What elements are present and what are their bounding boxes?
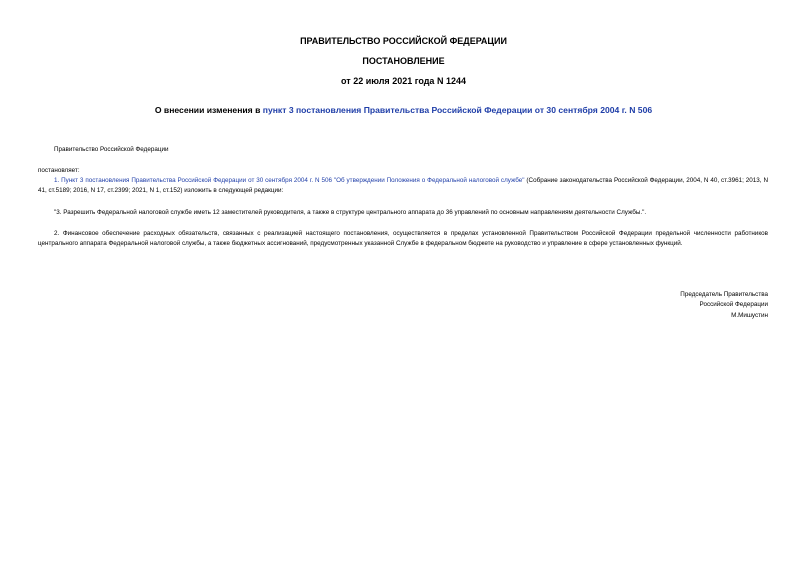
item-1-regulation-title-link[interactable]: "Об утверждении Положения о Федеральной налоговой службе" — [331, 177, 525, 184]
signature-position-line2: Российской Федерации — [699, 301, 768, 308]
signature-position-line1: Председатель Правительства — [680, 291, 768, 298]
item-1-text: (Собрание законодательства Российской Федерации, 2004, N 40, ст.3961; 2013, N 41, ст.5189; 2016, N 17, ст.2399; 2021, N 1, ст.152) изложить в следующей редакции: — [38, 177, 768, 194]
item-1-quoted-text: "3. Разрешить Федеральной налоговой службе иметь 12 заместителей руководителя, а также в структуре центрального аппарата до 36 управлений по основным направлениям деятельности Службы.". — [54, 209, 647, 216]
title-prefix: О внесении изменения в — [154, 105, 263, 115]
document-title — [0, 105, 807, 115]
document-date-number: от 22 июля 2021 года N 1244 — [341, 76, 466, 86]
government-line: Правительство Российской Федерации — [54, 146, 169, 153]
item-1-reference-link[interactable]: 1. Пункт 3 постановления Правительства Российской Федерации от 30 сентября 2004 г. N 506 — [54, 177, 332, 184]
title-reference-link[interactable]: пункт 3 постановления Правительства Российской Федерации от 30 сентября 2004 г. N 506 — [262, 105, 653, 115]
issuing-authority: ПРАВИТЕЛЬСТВО РОССИЙСКОЙ ФЕДЕРАЦИИ — [300, 36, 507, 46]
item-2-paragraph: 2. Финансовое обеспечение расходных обязательств, связанных с реализацией настоящего постановления, осуществляется в пределах установленной Правительством Российской Федерации предельной численности работников центрального аппарата Федеральной налоговой службы, а также бюджетных ассигнований, предусмотренных указанной Службе в федеральном бюджете на руководство и управление в сфере установленных функций. — [38, 230, 768, 247]
decree-line: постановляет: — [38, 167, 80, 174]
document-type: ПОСТАНОВЛЕНИЕ — [362, 56, 445, 66]
signature-name: М.Мишустин — [731, 312, 768, 319]
item-1-paragraph — [38, 176, 768, 196]
